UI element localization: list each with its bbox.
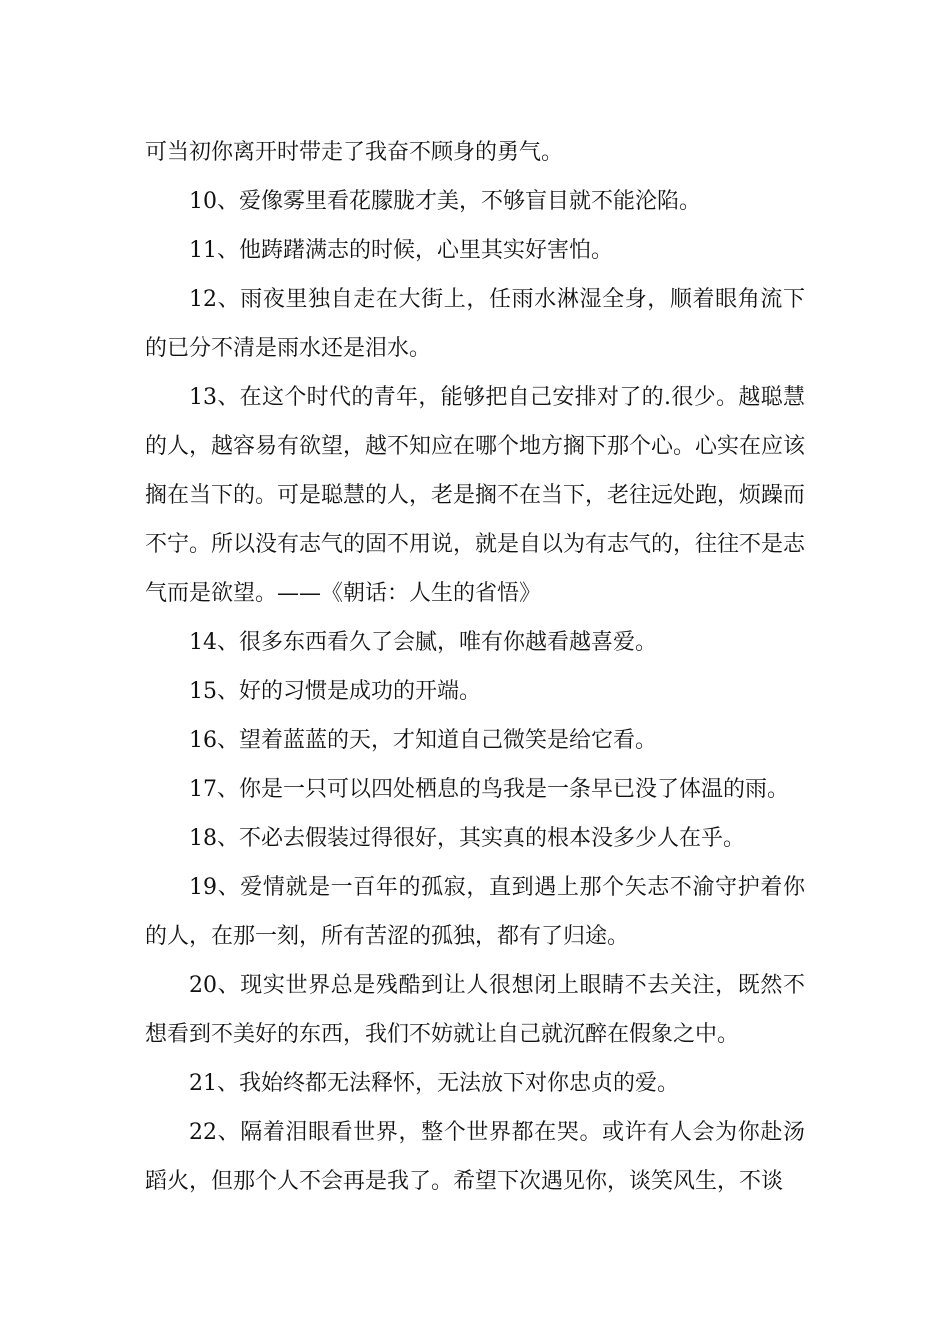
paragraph: 可当初你离开时带走了我奋不顾身的勇气。 — [145, 140, 564, 165]
paragraph: 17、你是一只可以四处栖息的鸟我是一条早已没了体温的雨。 — [189, 777, 789, 802]
paragraph: 11、他踌躇满志的时候，心里其实好害怕。 — [189, 238, 613, 263]
paragraph: 13、在这个时代的青年，能够把自己安排对了的.很少。越聪慧的人，越容易有欲望，越不知应在哪个地方搁下那个心。心实在应该搁在当下的。可是聪慧的人，老是搁不在当下，老往远处跑，烦躁而不宁。所以没有志气的固不用说，就是自以为有志气的，往往不是志气而是欲望。——《朝话：人生的省悟》 — [145, 385, 806, 606]
paragraph: 12、雨夜里独自走在大街上，任雨水淋湿全身，顺着眼角流下的已分不清是雨水还是泪水。 — [145, 287, 805, 361]
paragraph: 22、隔着泪眼看世界，整个世界都在哭。或许有人会为你赴汤蹈火，但那个人不会再是我了。希望下次遇见你，谈笑风生，不谈 — [145, 1120, 805, 1194]
paragraph: 15、好的习惯是成功的开端。 — [189, 679, 481, 704]
paragraph: 20、现实世界总是残酷到让人很想闭上眼睛不去关注，既然不想看到不美好的东西，我们不妨就让自己就沉醉在假象之中。 — [145, 973, 805, 1047]
paragraph: 14、很多东西看久了会腻，唯有你越看越喜爱。 — [189, 630, 657, 655]
paragraph: 16、望着蓝蓝的天，才知道自己微笑是给它看。 — [189, 728, 657, 753]
paragraph: 19、爱情就是一百年的孤寂，直到遇上那个矢志不渝守护着你的人，在那一刻，所有苦涩的孤独，都有了归途。 — [145, 875, 805, 949]
paragraph: 21、我始终都无法释怀，无法放下对你忠贞的爱。 — [189, 1071, 679, 1096]
document-body — [145, 128, 805, 1206]
paragraph: 10、爱像雾里看花朦胧才美，不够盲目就不能沦陷。 — [189, 189, 701, 214]
paragraph: 18、不必去假装过得很好，其实真的根本没多少人在乎。 — [189, 826, 745, 851]
